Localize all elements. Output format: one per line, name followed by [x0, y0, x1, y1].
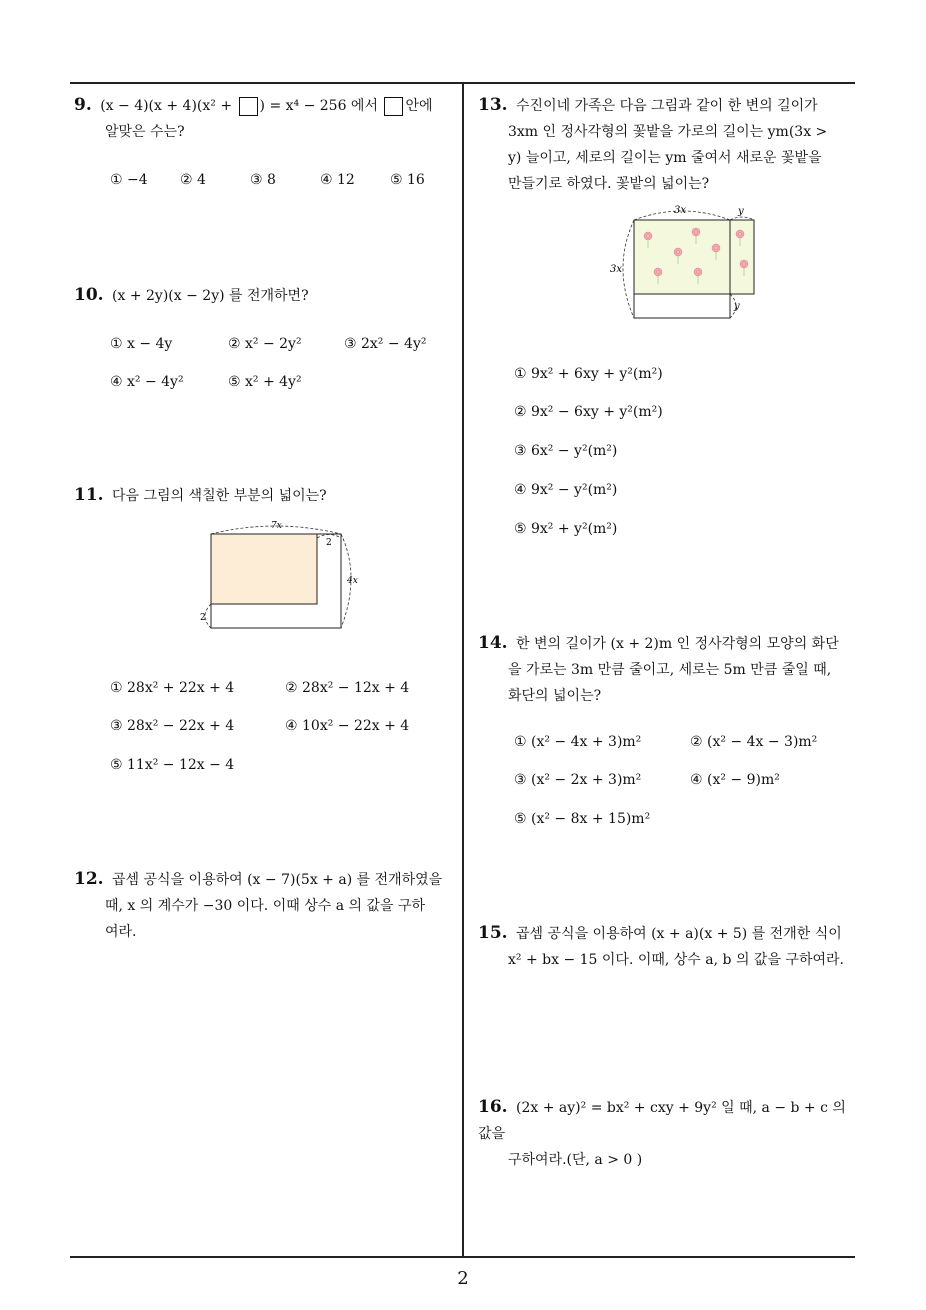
question-number: 11.: [74, 485, 104, 505]
q9-text-part2: ) = x⁴ − 256 에서: [259, 98, 378, 114]
choice-3[interactable]: ③ 2x² − 4y²: [344, 336, 427, 352]
q12-text-line2: 때, x 의 계수가 −30 이다. 이때 상수 a 의 값을 구하: [105, 898, 426, 914]
blank-box: [384, 97, 403, 116]
question-14: [478, 630, 862, 709]
choice-2[interactable]: ② 9x² − 6xy + y²(m²): [514, 404, 663, 420]
q13-text-line1: 수진이네 가족은 다음 그림과 같이 한 변의 길이가: [516, 98, 818, 114]
choice-4[interactable]: ④ 9x² − y²(m²): [514, 482, 618, 498]
question-number: 14.: [478, 633, 508, 653]
q11-figure: [195, 516, 365, 636]
q14-text-line3: 화단의 넓이는?: [508, 688, 602, 704]
choice-1[interactable]: ① 9x² + 6xy + y²(m²): [514, 366, 663, 382]
choice-4[interactable]: ④ 12: [320, 172, 355, 188]
question-number: 13.: [478, 95, 508, 115]
choice-4[interactable]: ④ (x² − 9)m²: [690, 772, 780, 788]
choice-3[interactable]: ③ 8: [250, 172, 276, 188]
q15-text-line2: x² + bx − 15 이다. 이때, 상수 a, b 의 값을 구하여라.: [508, 952, 844, 968]
choice-5[interactable]: ⑤ 11x² − 12x − 4: [110, 757, 235, 773]
label-bottom-right: y: [734, 301, 740, 312]
label-right: 4x: [347, 576, 358, 586]
q14-text-line1: 한 변의 길이가 (x + 2)m 인 정사각형의 모양의 화단: [516, 636, 839, 652]
question-10: [74, 282, 460, 309]
shaded-region: [211, 534, 317, 604]
blank-box: [239, 97, 258, 116]
dashed-brace-left: [205, 604, 211, 628]
q13-text-line4: 만들기로 하였다. 꽃밭의 넓이는?: [508, 176, 710, 192]
q15-text-line1: 곱셈 공식을 이용하여 (x + a)(x + 5) 를 전개한 식이: [516, 926, 842, 942]
question-12: [74, 866, 460, 945]
q11-choices: [110, 680, 460, 780]
choice-1[interactable]: ① (x² − 4x + 3)m²: [514, 734, 642, 750]
choice-1[interactable]: ① 28x² + 22x + 4: [110, 680, 235, 696]
q13-choices: [514, 366, 854, 546]
question-9: [74, 92, 460, 145]
question-number: 16.: [478, 1097, 508, 1117]
dashed-brace-left: [623, 220, 634, 318]
choice-5[interactable]: ⑤ 9x² + y²(m²): [514, 521, 618, 537]
label-left: 2: [200, 613, 206, 623]
label-left: 3x: [610, 264, 623, 275]
q13-text-line3: y) 늘이고, 세로의 길이는 ym 줄여서 새로운 꽃밭을: [508, 150, 822, 166]
q16-text-line2: 구하여라.(단, a > 0 ): [508, 1152, 643, 1168]
q10-text: (x + 2y)(x − 2y) 를 전개하면?: [112, 288, 309, 304]
q12-text-line1: 곱셈 공식을 이용하여 (x − 7)(5x + a) 를 전개하였을: [112, 872, 443, 888]
q9-text-part1: (x − 4)(x + 4)(x² +: [100, 98, 237, 114]
question-number: 9.: [74, 95, 92, 115]
label-top: 3x: [674, 205, 687, 216]
question-number: 12.: [74, 869, 104, 889]
q16-text-line1: (2x + ay)² = bx² + cxy + 9y² 일 때, a − b + c 의 값을: [478, 1100, 846, 1142]
question-number: 15.: [478, 923, 508, 943]
question-15: [478, 920, 862, 973]
column-divider: [462, 82, 464, 1258]
choice-5[interactable]: ⑤ (x² − 8x + 15)m²: [514, 811, 651, 827]
question-number: 10.: [74, 285, 104, 305]
label-top: 7x: [271, 521, 282, 531]
choice-4[interactable]: ④ x² − 4y²: [110, 374, 184, 390]
choice-2[interactable]: ② (x² − 4x − 3)m²: [690, 734, 818, 750]
bottom-rule: [70, 1256, 855, 1258]
choice-2[interactable]: ② 28x² − 12x + 4: [285, 680, 410, 696]
choice-3[interactable]: ③ 28x² − 22x + 4: [110, 718, 235, 734]
q10-choices: [110, 336, 460, 396]
choice-2[interactable]: ② 4: [180, 172, 206, 188]
choice-3[interactable]: ③ (x² − 2x + 3)m²: [514, 772, 642, 788]
q14-choices: [514, 734, 854, 834]
q11-text: 다음 그림의 색칠한 부분의 넓이는?: [112, 488, 327, 504]
choice-4[interactable]: ④ 10x² − 22x + 4: [285, 718, 410, 734]
q9-text-line2: 알맞은 수는?: [105, 124, 185, 140]
choice-5[interactable]: ⑤ 16: [390, 172, 425, 188]
q12-text-line3: 여라.: [105, 924, 137, 940]
question-16: [478, 1094, 862, 1173]
q13-text-line2: 3xm 인 정사각형의 꽃밭을 가로의 길이는 ym(3x >: [508, 124, 828, 140]
q9-text-part3: 안에: [405, 98, 433, 114]
question-13: [478, 92, 862, 197]
choice-3[interactable]: ③ 6x² − y²(m²): [514, 443, 618, 459]
choice-2[interactable]: ② x² − 2y²: [228, 336, 302, 352]
question-11: [74, 482, 460, 509]
q9-choices: [110, 172, 460, 192]
choice-5[interactable]: ⑤ x² + 4y²: [228, 374, 302, 390]
page-number: 2: [457, 1268, 469, 1289]
choice-1[interactable]: ① −4: [110, 172, 148, 188]
label-inner: 2: [326, 538, 332, 548]
label-top-right: y: [738, 206, 744, 217]
q13-figure: [606, 200, 766, 324]
q14-text-line2: 을 가로는 3m 만큼 줄이고, 세로는 5m 만큼 줄일 때,: [508, 662, 832, 678]
choice-1[interactable]: ① x − 4y: [110, 336, 173, 352]
